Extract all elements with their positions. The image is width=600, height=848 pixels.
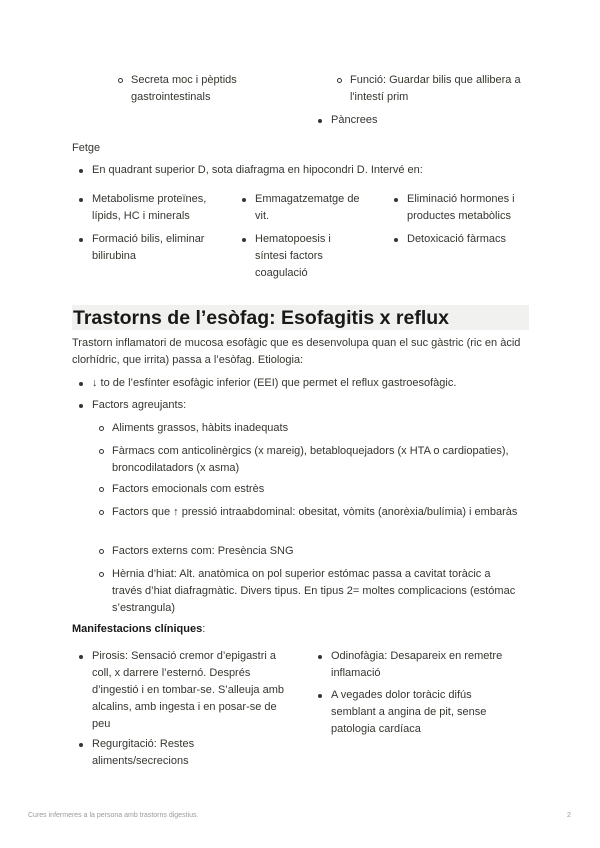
section-heading: Trastorns de l’esòfag: Esofagitis x reflux [73,307,450,329]
list-item: Hèrnia d’hiat: Alt. anatòmica on pol superior estómac passa a cavitat toràcic a través d’hiat diafragmàtic. Divers tipus. En tipus 2= moltes complicacions (estómac s’estrangula) [112,566,517,617]
page-number: 2 [567,812,571,819]
list-item: Pàncrees [331,112,481,129]
section-intro: Trastorn inflamatori de mucosa esofàgic que es desenvolupa quan el suc gàstric (ric en àcid clorhídric, que irrita) passa a l’esòfag. Etiologia: [72,337,521,366]
list-item: Hematopoesis i síntesi factors coagulació [255,231,350,282]
list-item: Factors emocionals com estrès [112,481,264,498]
manifest-label-colon: : [202,623,206,635]
list-item: Aliments grassos, hàbits inadequats [112,420,288,437]
list-item: Secreta moc i pèptids gastrointestinals [131,72,281,106]
footer-text: Cures infermeres a la persona amb trastorns digestius. [28,812,199,819]
list-item: Factors externs com: Presència SNG [112,543,294,560]
list-item: Formació bilis, eliminar bilirubina [92,231,222,265]
list-item: A vegades dolor toràcic difús semblant a angina de pit, sense patologia cardíaca [331,687,501,738]
manifest-label [72,621,205,638]
list-item: Factors que ↑ pressió intraabdominal: obesitat, vòmits (anorèxia/bulímia) i embaràs [112,504,522,521]
fetge-intro: En quadrant superior D, sota diafragma en hipocondri D. Intervé en: [92,162,423,179]
list-item: Detoxicació fàrmacs [407,231,532,248]
list-item: Emmagatzematge de vit. [255,191,367,225]
list-item: Fàrmacs com anticolinèrgics (x mareig), betabloquejadors (x HTA o cardiopaties), broncodilatadors (x asma) [112,443,532,477]
fetge-title: Fetge [72,142,101,154]
list-item: Eliminació hormones i productes metabòlics [407,191,532,225]
list-item: Funció: Guardar bilis que allibera a l'intestí prim [350,72,535,106]
list-item: Pirosis: Sensació cremor d’epigastri a coll, x darrere l’esternó. Després d’ingestió i en tombar-se. S’alleuja amb alcalins, amb ingesta i en posar-se de peu [92,648,287,733]
list-item: Factors agreujants: [92,397,186,414]
list-item: Odinofàgia: Desapareix en remetre inflamació [331,648,506,682]
list-item: Metabolisme proteïnes, lípids, HC i minerals [92,191,232,225]
manifest-label-text: Manifestacions clíniques [72,623,203,635]
list-item: ↓ to de l’esfínter esofàgic inferior (EEI) que permet el reflux gastroesofàgic. [92,375,456,392]
list-item: Regurgitació: Restes aliments/secrecions [92,736,242,770]
